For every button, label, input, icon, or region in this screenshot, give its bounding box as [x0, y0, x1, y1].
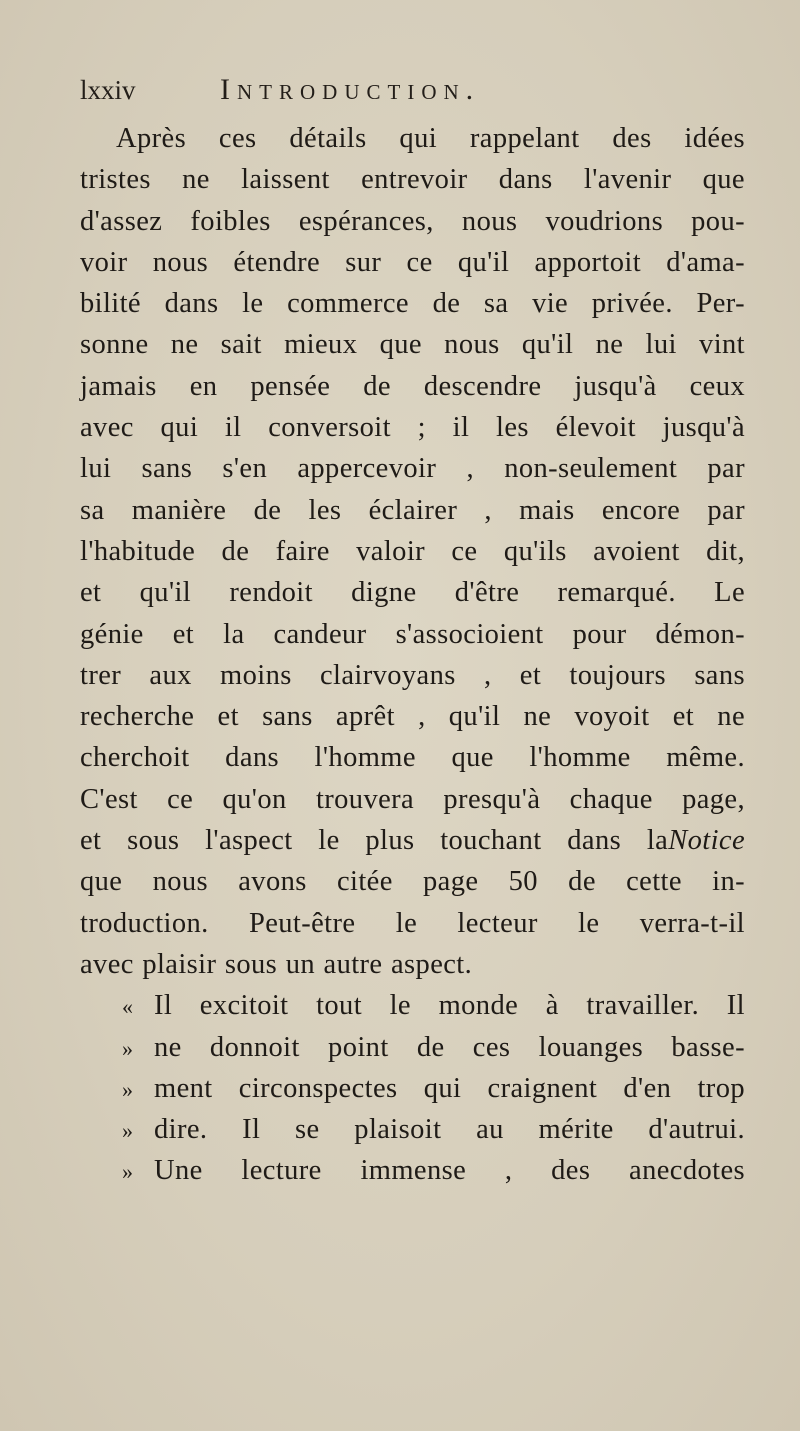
running-head [80, 70, 740, 110]
text-line: sonne ne sait mieux que nous qu'il ne lui vint [80, 329, 745, 361]
running-title: Introduction. [220, 73, 481, 106]
quote-text: dire. Il se plaisoit au mérite d'autrui. [154, 1114, 745, 1146]
text-span: et sous l'aspect le plus touchant dans la [80, 825, 669, 857]
text-line: lui sans s'en appercevoir , non-seulement par [80, 453, 745, 485]
page-number: lxxiv [80, 75, 136, 105]
text-line: tristes ne laissent entrevoir dans l'avenir que [80, 164, 745, 196]
quote-line [80, 1027, 745, 1068]
quote-mark: « [122, 994, 134, 1020]
quote-mark: » [122, 1076, 134, 1102]
quote-line [80, 1068, 745, 1109]
quote-mark: » [122, 1159, 134, 1185]
quote-text: ment circonspectes qui craignent d'en trop [154, 1072, 745, 1104]
quote-text: ne donnoit point de ces louanges basse- [154, 1031, 745, 1063]
text-line: jamais en pensée de descendre jusqu'à ceux [80, 370, 745, 402]
text-line: avec plaisir sous un autre aspect. [80, 948, 473, 980]
text-line: cherchoit dans l'homme que l'homme même. [80, 742, 745, 774]
notice-title: Notice [668, 825, 745, 857]
text-line: que nous avons citée page 50 de cette in- [80, 866, 745, 898]
text-line: troduction. Peut-être le lecteur le verra-t-il [80, 907, 745, 939]
quote-line [80, 1150, 745, 1191]
text-line: C'est ce qu'on trouvera presqu'à chaque page, [80, 783, 745, 815]
text-line: recherche et sans aprêt , qu'il ne voyoit et ne [80, 701, 745, 733]
quote-line [80, 1109, 745, 1150]
quote-text: Une lecture immense , des anecdotes [154, 1155, 745, 1187]
text-line-notice [80, 820, 745, 861]
text-line: voir nous étendre sur ce qu'il apportoit d'ama- [80, 246, 745, 278]
quote-text: Il excitoit tout le monde à travailler. Il [154, 990, 745, 1022]
text-line: trer aux moins clairvoyans , et toujours sans [80, 659, 745, 691]
quote-mark: » [122, 1118, 134, 1144]
text-line: Après ces détails qui rappelant des idées [116, 123, 745, 154]
body-text [80, 118, 745, 1192]
quote-line [80, 985, 745, 1026]
text-line: bilité dans le commerce de sa vie privée. Per- [80, 288, 745, 320]
text-line: sa manière de les éclairer , mais encore par [80, 494, 745, 526]
text-line: et qu'il rendoit digne d'être remarqué. Le [80, 577, 745, 609]
text-line: génie et la candeur s'associoient pour démon- [80, 618, 745, 650]
quote-mark: » [122, 1035, 134, 1061]
text-line: d'assez foibles espérances, nous voudrions pou- [80, 205, 745, 237]
text-line: avec qui il conversoit ; il les élevoit jusqu'à [80, 412, 745, 444]
text-line: l'habitude de faire valoir ce qu'ils avoient dit, [80, 535, 745, 567]
